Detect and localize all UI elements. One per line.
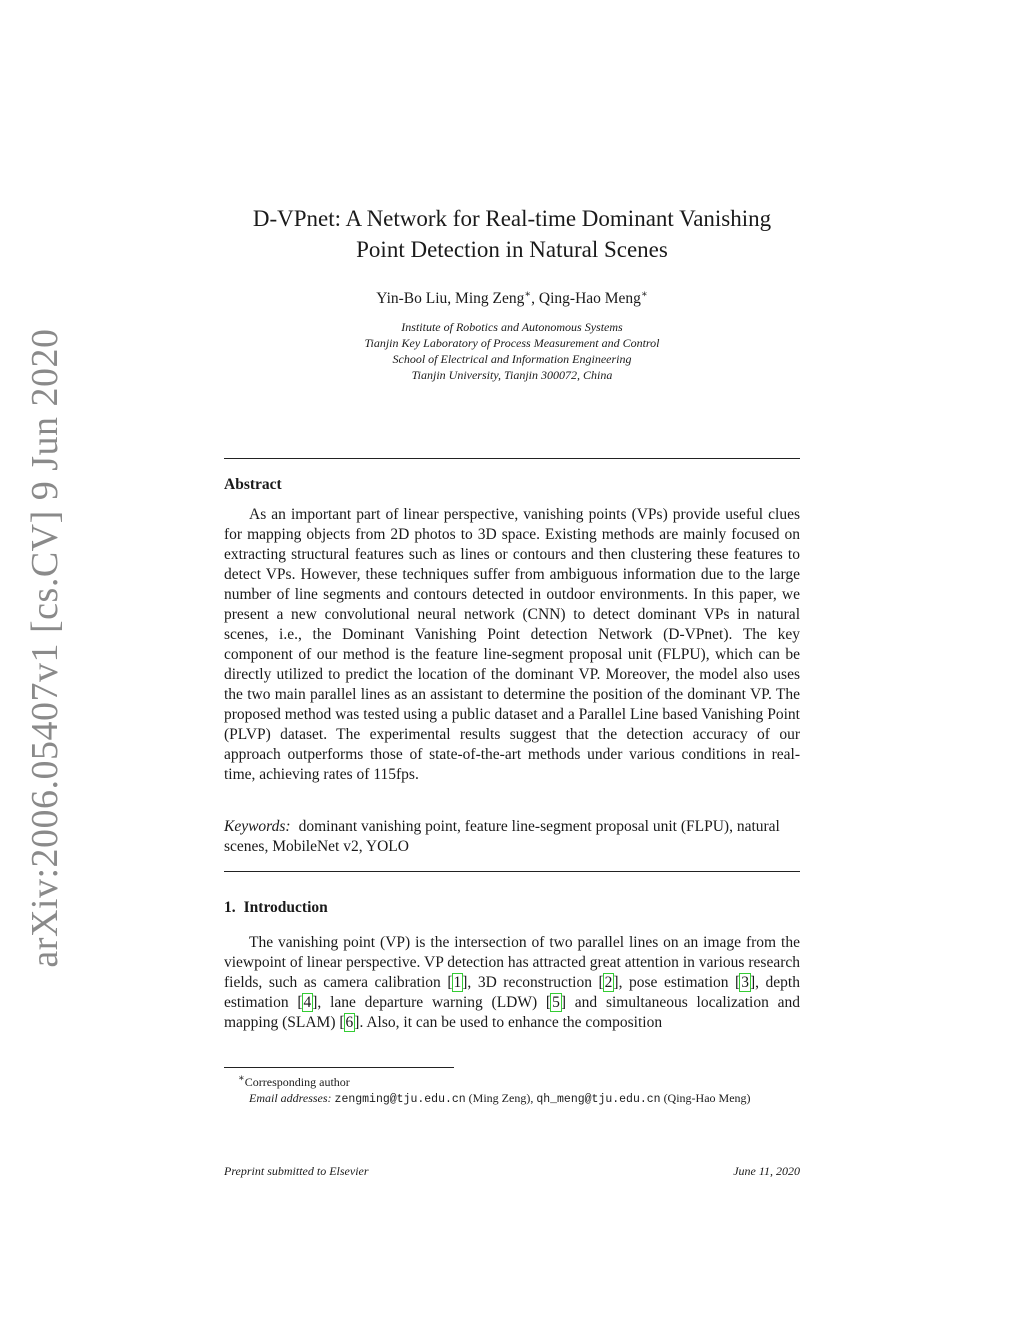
- affiliation-line: Tianjin Key Laboratory of Process Measurement and Control: [364, 336, 660, 350]
- title-line-2: Point Detection in Natural Scenes: [356, 237, 668, 262]
- footnote-emails: [224, 1090, 800, 1108]
- footnote-rule: [224, 1067, 454, 1068]
- author-1: Yin-Bo Liu,: [376, 290, 456, 307]
- author-3: Qing-Hao Meng: [538, 290, 641, 307]
- section-heading-introduction: [224, 899, 328, 917]
- citation-link-3[interactable]: 3: [741, 974, 749, 991]
- author-3-mark: ∗: [640, 288, 648, 300]
- abstract-bottom-rule: [224, 871, 800, 872]
- paper-title: [224, 203, 800, 265]
- keywords-text: dominant vanishing point, feature line-segment proposal unit (FLPU), natural scenes, MobileNet v2, YOLO: [224, 818, 780, 855]
- author-separator: ,: [531, 290, 539, 307]
- footnote-mark: ∗: [238, 1073, 245, 1084]
- intro-text-segment: ], 3D reconstruction [: [462, 974, 604, 991]
- intro-text-segment: The vanishing point (VP) is the intersection of two parallel lines on an image from the viewpoint of linear perspective. VP detection has attracted great attention in various research fields, such as camera calibration [: [224, 934, 800, 991]
- intro-text-segment: ]. Also, it can be used to enhance the composition: [354, 1014, 663, 1031]
- citation-link-1[interactable]: 1: [453, 974, 462, 991]
- author-2: Ming Zeng: [455, 290, 525, 307]
- email-label: Email addresses:: [249, 1091, 332, 1105]
- footnote-corresponding-text: Corresponding author: [244, 1075, 350, 1089]
- author-list: [224, 290, 800, 308]
- abstract-top-rule: [224, 458, 800, 459]
- keywords: [224, 817, 800, 857]
- abstract-text: As an important part of linear perspective, vanishing points (VPs) provide useful clues for mapping objects from 2D photos to 3D space. Existing methods are mainly focused on extracting structural features such as lines or contours and then clustering these features to detect VPs. However, these techniques suffer from ambiguous information due to the large number of line segments and contours detected in outdoor environments. In this paper, we present a new convolutional neural network (CNN) to detect dominant VPs in natural scenes, i.e., the Dominant Vanishing Point detection Network (D-VPnet). The key component of our method is the feature line-segment proposal unit (FLPU), which can be directly utilized to predict the location of the dominant VP. Moreover, the model also uses the two main parallel lines as an assistant to determine the position of the dominant VP. The proposed method was tested using a public dataset and a Parallel Line based Vanishing Point (PLVP) dataset. The experimental results suggest that the detection accuracy of our approach outperforms those of state-of-the-art methods under various conditions in real-time, achieving rates of 115fps.: [224, 506, 800, 783]
- citation-link-4[interactable]: 4: [303, 994, 312, 1011]
- intro-text-segment: ], lane departure warning (LDW) [: [312, 994, 552, 1011]
- intro-text-segment: ], pose estimation [: [613, 974, 741, 991]
- introduction-paragraph: [224, 933, 800, 1033]
- page-footer: [224, 1164, 800, 1179]
- email-owner-2: (Qing-Hao Meng): [663, 1091, 751, 1105]
- keywords-label: Keywords:: [224, 818, 291, 835]
- affiliation-line: School of Electrical and Information Engineering: [392, 352, 632, 366]
- footnote-corresponding: [224, 1071, 800, 1090]
- arxiv-identifier-stamp: arXiv:2006.05407v1 [cs.CV] 9 Jun 2020: [24, 328, 66, 968]
- intro-text-segment: ], depth estimation [: [224, 974, 800, 1011]
- citation-link-2[interactable]: 2: [604, 974, 613, 991]
- section-number: 1.: [224, 899, 236, 916]
- section-title: Introduction: [243, 899, 328, 916]
- footer-preprint-note: Preprint submitted to Elsevier: [224, 1164, 369, 1178]
- author-2-mark: ∗: [524, 288, 532, 300]
- intro-text-segment: ] and simultaneous localization and mapping (SLAM) [: [224, 994, 800, 1031]
- citation-link-6[interactable]: 6: [345, 1014, 354, 1031]
- affiliation-line: Institute of Robotics and Autonomous Systems: [401, 320, 623, 334]
- abstract-heading: Abstract: [224, 476, 282, 493]
- email-link-zeng[interactable]: zengming@tju.edu.cn: [334, 1093, 466, 1106]
- affiliation-line: Tianjin University, Tianjin 300072, China: [411, 368, 613, 382]
- footer-date: June 11, 2020: [733, 1164, 800, 1178]
- title-line-1: D-VPnet: A Network for Real-time Dominant Vanishing: [252, 206, 772, 231]
- affiliations: [224, 319, 800, 383]
- citation-link-5[interactable]: 5: [552, 994, 560, 1011]
- email-link-meng[interactable]: qh_meng@tju.edu.cn: [536, 1093, 661, 1106]
- footnote: [224, 1071, 800, 1108]
- email-owner-1: (Ming Zeng),: [468, 1091, 537, 1105]
